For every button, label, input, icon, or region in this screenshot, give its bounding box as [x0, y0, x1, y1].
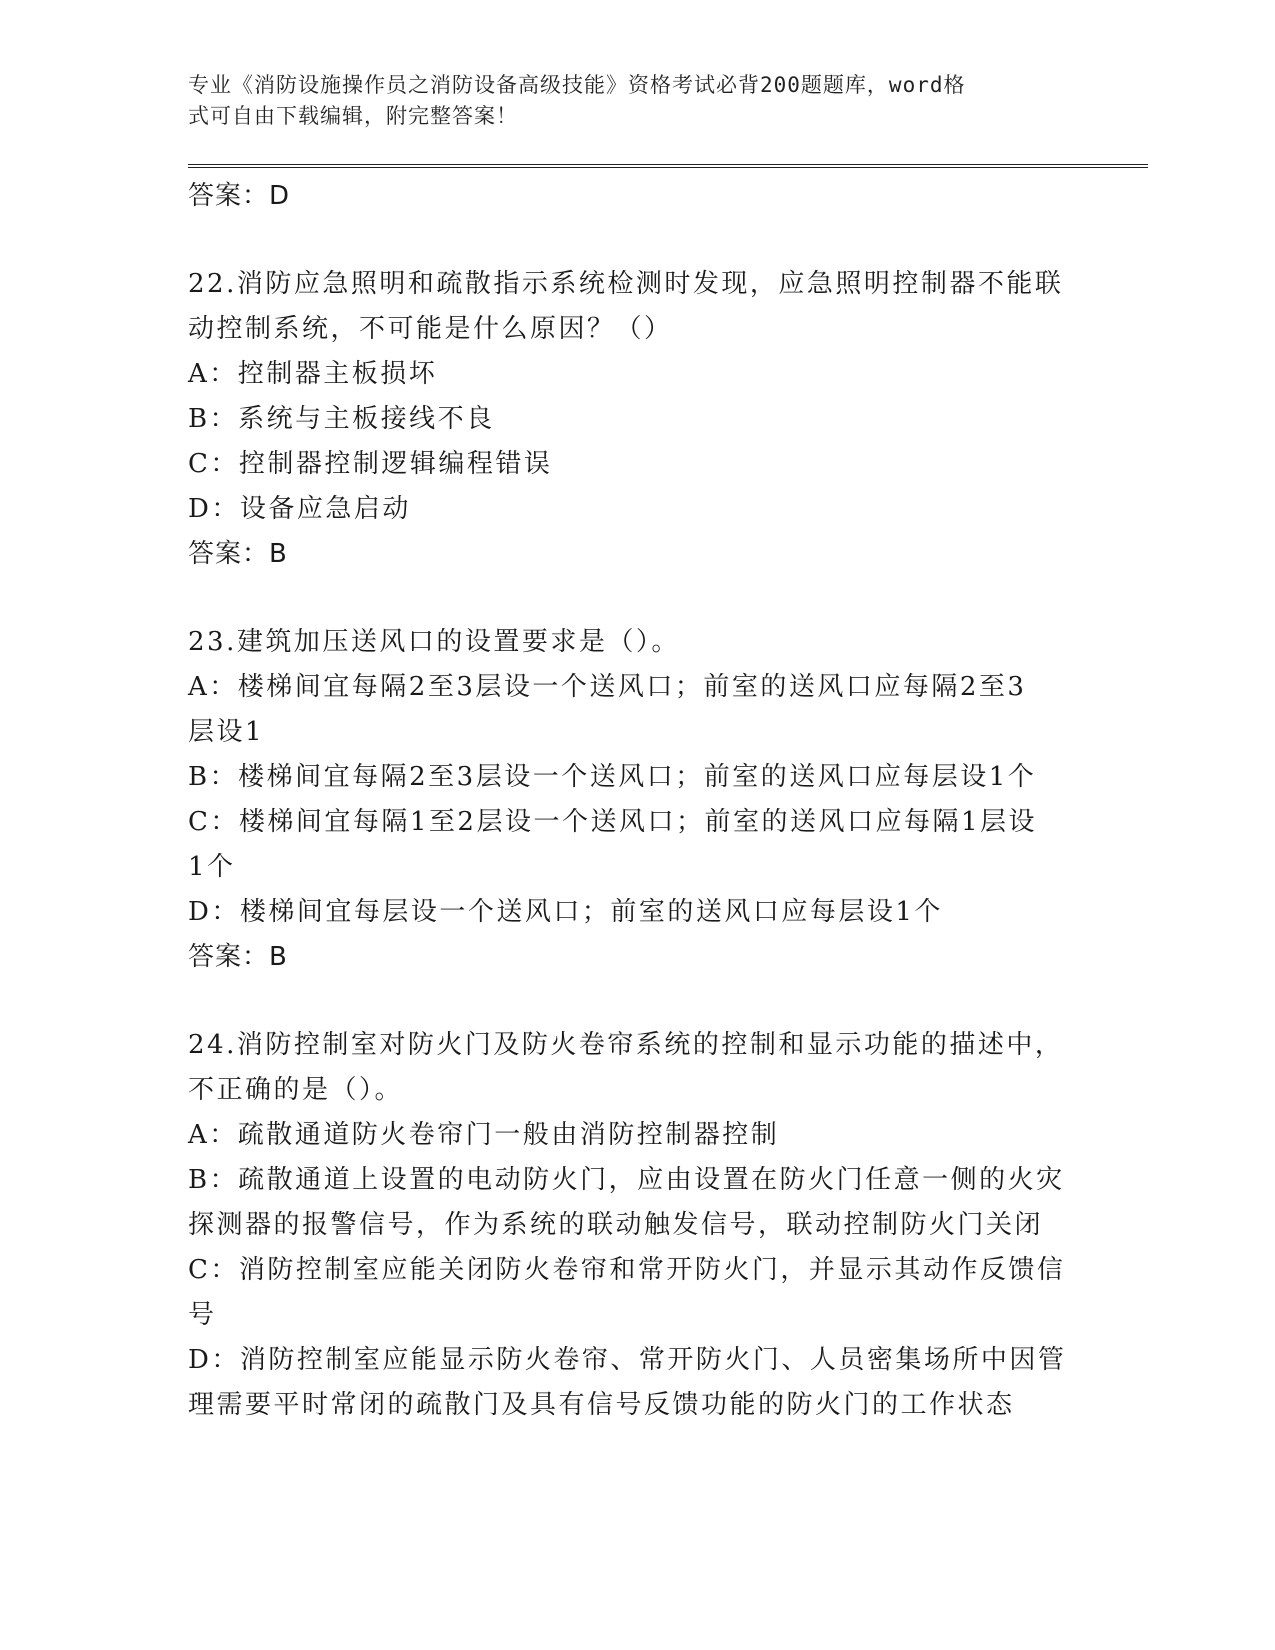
option-a-continued: 层设1 — [188, 717, 265, 747]
document-header — [188, 70, 1068, 132]
option-c: C：消防控制室应能关闭防火卷帘和常开防火门，并显示其动作反馈信 — [188, 1255, 1066, 1285]
option-list — [188, 352, 1068, 532]
option-c: C：控制器控制逻辑编程错误 — [188, 449, 553, 479]
option-a: A：楼梯间宜每隔2至3层设一个送风口；前室的送风口应每隔2至3 — [188, 672, 1027, 702]
header-line: 式可自由下载编辑，附完整答案！ — [188, 104, 518, 128]
option-d: D：设备应急启动 — [188, 494, 411, 524]
answer-21: 答案：D — [188, 181, 291, 211]
option-list — [188, 665, 1068, 935]
option-c-continued: 号 — [188, 1300, 217, 1330]
option-b-continued: 探测器的报警信号，作为系统的联动触发信号，联动控制防火门关闭 — [188, 1210, 1044, 1240]
option-c-continued: 1个 — [188, 852, 236, 882]
question-24 — [188, 1023, 1068, 1428]
option-d-continued: 理需要平时常闭的疏散门及具有信号反馈功能的防火门的工作状态 — [188, 1390, 1015, 1420]
option-b: B：疏散通道上设置的电动防火门，应由设置在防火门任意一侧的火灾 — [188, 1165, 1065, 1195]
question-stem — [188, 1023, 1068, 1113]
option-d: D：消防控制室应能显示防火卷帘、常开防火门、人员密集场所中因管 — [188, 1345, 1067, 1375]
header-line: 专业《消防设施操作员之消防设备高级技能》资格考试必背200题题库，word格 — [188, 73, 966, 97]
question-line: 不正确的是（）。 — [188, 1075, 404, 1105]
question-line: 24.消防控制室对防火门及防火卷帘系统的控制和显示功能的描述中， — [188, 1030, 1064, 1060]
question-23 — [188, 620, 1068, 980]
option-list — [188, 1113, 1068, 1428]
header-divider — [188, 164, 1148, 168]
question-22 — [188, 262, 1068, 577]
question-stem — [188, 262, 1068, 352]
option-d: D：楼梯间宜每层设一个送风口；前室的送风口应每层设1个 — [188, 897, 943, 927]
option-c: C：楼梯间宜每隔1至2层设一个送风口；前室的送风口应每隔1层设 — [188, 807, 1038, 837]
answer-22: 答案：B — [188, 539, 288, 569]
option-b: B：楼梯间宜每隔2至3层设一个送风口；前室的送风口应每层设1个 — [188, 762, 1037, 792]
answer-23: 答案：B — [188, 942, 288, 972]
question-line: 22.消防应急照明和疏散指示系统检测时发现，应急照明控制器不能联 — [188, 269, 1064, 299]
option-a: A：疏散通道防火卷帘门一般由消防控制器控制 — [188, 1120, 780, 1150]
document-page — [188, 70, 1068, 1428]
question-stem — [188, 620, 1068, 665]
question-line: 动控制系统，不可能是什么原因？（） — [188, 314, 673, 344]
option-a: A：控制器主板损坏 — [188, 359, 438, 389]
option-b: B：系统与主板接线不良 — [188, 404, 495, 434]
question-line: 23.建筑加压送风口的设置要求是（）。 — [188, 627, 680, 657]
